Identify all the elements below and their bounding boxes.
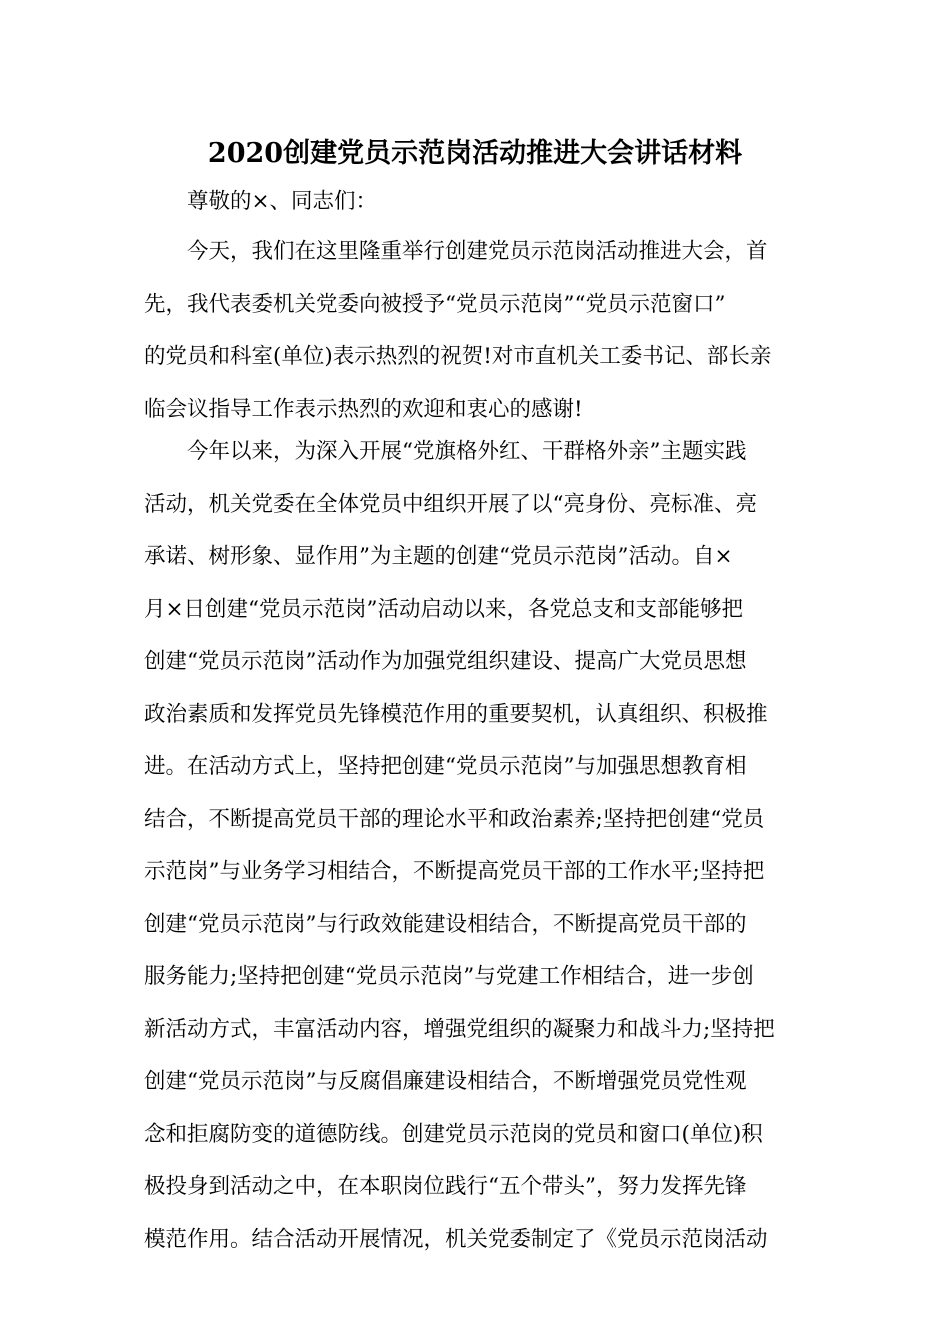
- paragraph-line: 政治素质和发挥党员先锋模范作用的重要契机，认真组织、积极推: [144, 701, 768, 727]
- paragraph-line: 进。在活动方式上，坚持把创建“党员示范岗”与加强思想教育相: [144, 754, 747, 779]
- paragraph-line: 结合，不断提高党员干部的理论水平和政治素养;坚持把创建“党员: [144, 806, 765, 832]
- paragraph-line: 创建“党员示范岗”与行政效能建设相结合，不断提高党员干部的: [144, 911, 747, 937]
- paragraph-2: [144, 426, 806, 1266]
- paragraph-line: 服务能力;坚持把创建“党员示范岗”与党建工作相结合，进一步创: [144, 964, 754, 989]
- paragraph-line: 示范岗”与业务学习相结合，不断提高党员干部的工作水平;坚持把: [144, 859, 765, 884]
- paragraph-line: 的党员和科室(单位)表示热烈的祝贺!对市直机关工委书记、部长亲: [144, 344, 772, 369]
- paragraph-line: 模范作用。结合活动开展情况，机关党委制定了《党员示范岗活动: [144, 1226, 768, 1252]
- paragraph-line: 新活动方式，丰富活动内容，增强党组织的凝聚力和战斗力;坚持把: [144, 1016, 775, 1042]
- paragraph-line: 今年以来，为深入开展“党旗格外红、干群格外亲”主题实践: [187, 439, 747, 464]
- paragraph-line: 极投身到活动之中，在本职岗位践行“五个带头”，努力发挥先锋: [144, 1174, 747, 1199]
- paragraph-1: [144, 226, 806, 436]
- paragraph-line: 临会议指导工作表示热烈的欢迎和衷心的感谢!: [144, 396, 583, 422]
- paragraph-line: 活动，机关党委在全体党员中组织开展了以“亮身份、亮标准、亮: [144, 491, 757, 517]
- paragraph-line: 创建“党员示范岗”活动作为加强党组织建设、提高广大党员思想: [144, 649, 747, 674]
- paragraph-line: 月×日创建“党员示范岗”活动启动以来，各党总支和支部能够把: [144, 596, 744, 622]
- paragraph-line: 今天，我们在这里隆重举行创建党员示范岗活动推进大会，首: [187, 239, 768, 264]
- document-title: 2020创建党员示范岗活动推进大会讲话材料: [207, 138, 743, 169]
- paragraph-line: 承诺、树形象、显作用”为主题的创建“党员示范岗”活动。自×: [144, 544, 733, 569]
- salutation: 尊敬的×、同志们：: [187, 189, 378, 214]
- paragraph-line: 先，我代表委机关党委向被授予“党员示范岗”“党员示范窗口”: [144, 291, 726, 317]
- paragraph-line: 创建“党员示范岗”与反腐倡廉建设相结合，不断增强党员党性观: [144, 1069, 747, 1094]
- paragraph-line: 念和拒腐防变的道德防线。创建党员示范岗的党员和窗口(单位)积: [144, 1121, 763, 1147]
